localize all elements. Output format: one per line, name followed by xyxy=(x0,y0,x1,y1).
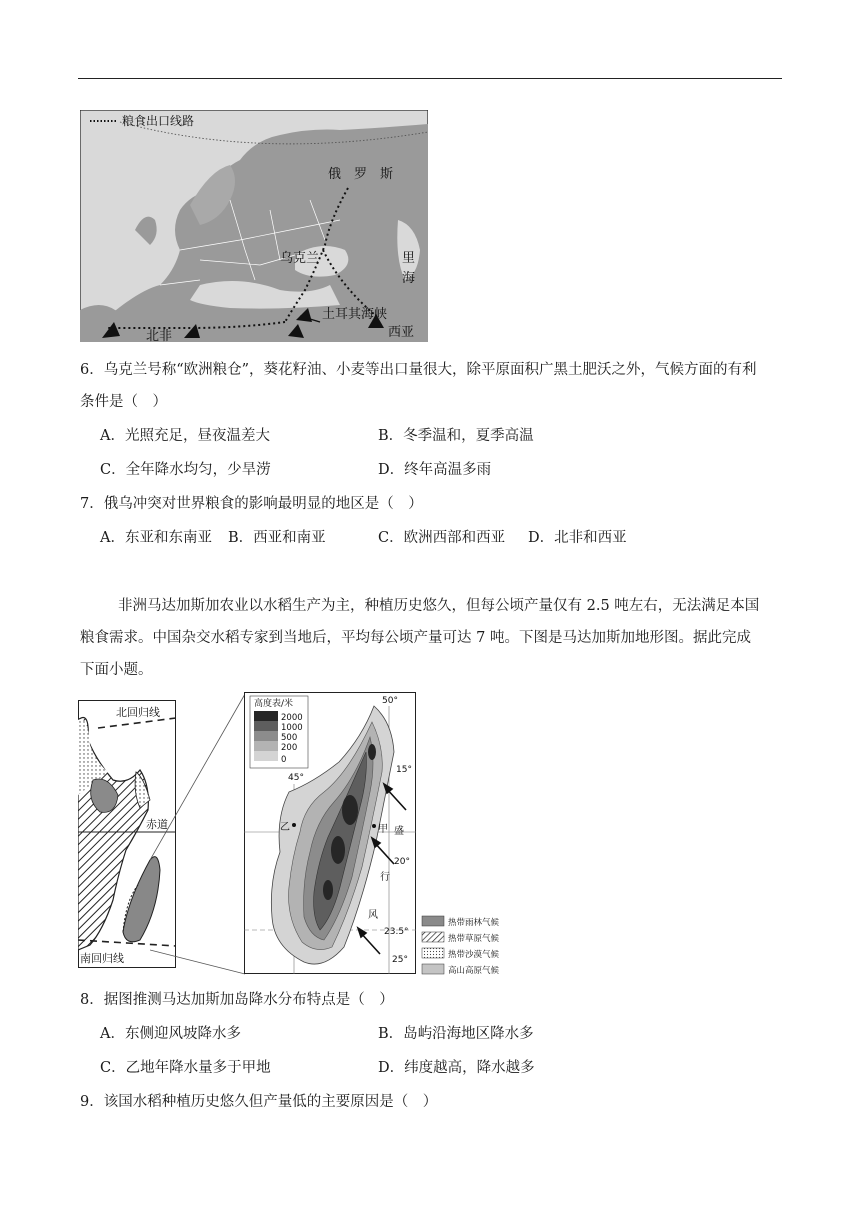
label-jia: 甲 xyxy=(378,824,388,835)
label-turkish-strait: 土耳其海峡 xyxy=(322,307,388,322)
passage-line2: 粮食需求。中国杂交水稻专家到当地后，平均每公顷产量可达 7 吨。下图是马达加斯加地形图。据此完成 xyxy=(80,630,751,646)
madagascar-topographic-map xyxy=(244,692,416,974)
q9-stem: 9．该国水稻种植历史悠久但产量低的主要原因是（ ） xyxy=(80,1094,438,1110)
elevation-0: 0 xyxy=(281,755,287,765)
climate-legend-savanna: 热带草原气候 xyxy=(448,934,500,944)
elevation-200: 200 xyxy=(281,743,298,753)
q6-option-d[interactable]: D．终年高温多雨 xyxy=(378,462,492,478)
label-wind-2: 行 xyxy=(380,872,390,883)
climate-legend-highland: 高山高原气候 xyxy=(448,966,500,976)
header-rule xyxy=(78,78,782,79)
label-north-africa: 北非 xyxy=(146,329,173,342)
q6-option-b[interactable]: B．冬季温和，夏季高温 xyxy=(378,428,534,444)
label-wind-3: 风 xyxy=(368,910,378,921)
label-west-asia: 西亚 xyxy=(388,325,415,340)
q6-stem-line1: 6．乌克兰号称“欧洲粮仓”，葵花籽油、小麦等出口量很大，除平原面积广黑土肥沃之外，气候方面的有利 xyxy=(80,362,757,378)
label-caspian-1: 里 xyxy=(402,251,416,266)
latitude-20: 20° xyxy=(394,857,410,867)
elevation-2000: 2000 xyxy=(281,713,303,723)
route-legend-label: 粮食出口线路 xyxy=(122,114,195,128)
label-ukraine: 乌克兰 xyxy=(280,251,320,266)
inset-connector-lines xyxy=(150,690,250,980)
q6-option-a[interactable]: A．光照充足，昼夜温差大 xyxy=(100,428,270,444)
q7-option-b[interactable]: B．西亚和南亚 xyxy=(228,530,326,546)
q8-stem: 8．据图推测马达加斯加岛降水分布特点是（ ） xyxy=(80,992,394,1008)
passage-line1: 非洲马达加斯加农业以水稻生产为主，种植历史悠久，但每公顷产量仅有 2.5 吨左右，无法满足本国 xyxy=(118,598,760,614)
label-caspian-2: 海 xyxy=(402,271,416,286)
longitude-45: 45° xyxy=(288,773,304,783)
q8-option-a[interactable]: A．东侧迎风坡降水多 xyxy=(100,1026,241,1042)
q7-stem: 7．俄乌冲突对世界粮食的影响最明显的地区是（ ） xyxy=(80,496,423,512)
label-russia: 俄 罗 斯 xyxy=(328,167,394,182)
label-yi: 乙 xyxy=(280,822,290,833)
point-yi-marker xyxy=(292,823,296,827)
q8-option-c[interactable]: C．乙地年降水量多于甲地 xyxy=(100,1060,271,1076)
elevation-1000: 1000 xyxy=(281,723,303,733)
label-wind-1: 盛 xyxy=(394,826,404,837)
europe-grain-export-map xyxy=(80,110,428,342)
point-jia-marker xyxy=(372,824,376,828)
label-equator: 赤道 xyxy=(146,818,168,831)
latitude-15: 15° xyxy=(396,765,412,775)
elevation-500: 500 xyxy=(281,733,298,743)
passage-line3: 下面小题。 xyxy=(80,662,153,678)
q7-option-d[interactable]: D．北非和西亚 xyxy=(528,530,627,546)
label-tropic-south: 南回归线 xyxy=(80,952,124,965)
longitude-50: 50° xyxy=(382,696,398,706)
climate-legend-rainforest: 热带雨林气候 xyxy=(448,918,500,928)
latitude-23-5: 23.5° xyxy=(384,927,409,937)
q8-option-d[interactable]: D．纬度越高，降水越多 xyxy=(378,1060,535,1076)
elevation-legend-title: 高度表/米 xyxy=(254,699,294,709)
q6-stem-line2: 条件是（ ） xyxy=(80,394,167,410)
q6-option-c[interactable]: C．全年降水均匀，少旱涝 xyxy=(100,462,271,478)
q7-option-a[interactable]: A．东亚和东南亚 xyxy=(100,530,212,546)
climate-legend-desert: 热带沙漠气候 xyxy=(448,950,500,960)
latitude-25: 25° xyxy=(392,955,408,965)
q7-option-c[interactable]: C．欧洲西部和西亚 xyxy=(378,530,506,546)
climate-legend xyxy=(420,914,520,978)
q8-option-b[interactable]: B．岛屿沿海地区降水多 xyxy=(378,1026,534,1042)
label-tropic-north: 北回归线 xyxy=(116,706,160,719)
